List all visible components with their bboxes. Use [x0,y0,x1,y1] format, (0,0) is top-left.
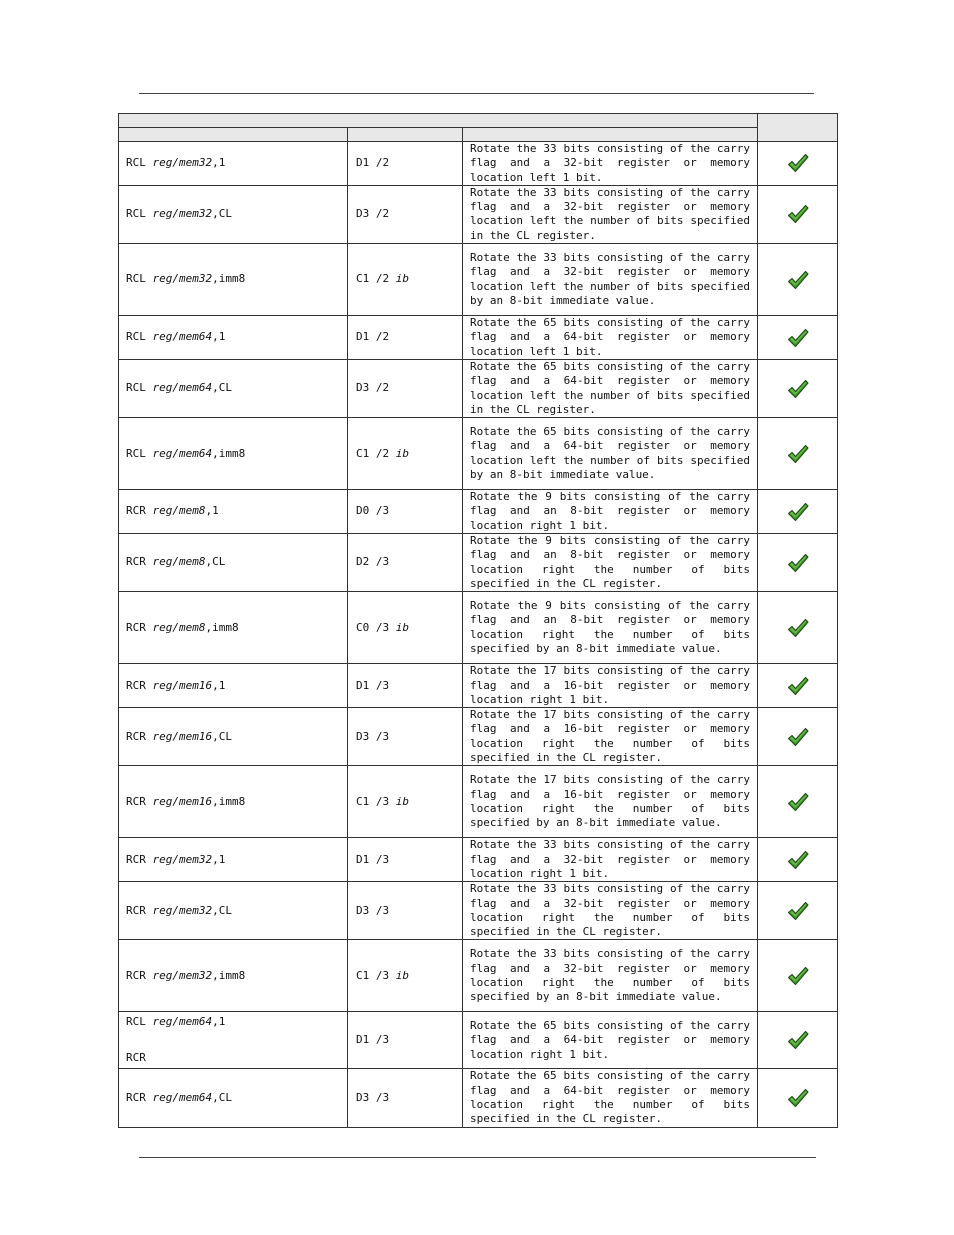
operand-suffix: ,imm8 [205,620,239,634]
mnemonic-cell [119,316,348,360]
supported-cell [758,940,838,1012]
mnemonic-cell [119,766,348,838]
description-cell: Rotate the 33 bits consisting of the carry flag and a 32-bit register or memory location right the number of bits specified in the CL register. [463,882,758,940]
check-icon [787,204,809,224]
supported-cell [758,1069,838,1127]
opcode-cell [348,244,463,316]
check-icon [787,901,809,921]
description-cell: Rotate the 17 bits consisting of the carry flag and a 16-bit register or memory location right the number of bits specified in the CL register. [463,708,758,766]
mnemonic-cell [119,838,348,882]
operand-suffix: ,CL [212,381,232,395]
opcode: D3 /2 [356,381,390,395]
mnemonic: RCR [126,620,146,634]
check-icon [787,379,809,399]
check-icon [787,1088,809,1108]
mnemonic: RCL [126,156,146,170]
check-icon [787,502,809,522]
description-cell: Rotate the 9 bits consisting of the carry flag and an 8-bit register or memory location right 1 bit. [463,490,758,534]
operand: reg/mem32 [152,156,213,170]
opcode: C1 /2 [356,272,390,286]
opcode: D1 /2 [356,330,390,344]
operand: reg/mem32 [152,968,213,982]
opcode: D2 /3 [356,555,390,569]
mnemonic-cell [119,592,348,664]
table-row [119,418,838,490]
opcode-cell [348,664,463,708]
check-icon [787,676,809,696]
supported-cell [758,490,838,534]
operand-suffix: ,1 [212,852,226,866]
mnemonic-cell [119,490,348,534]
operand: reg/mem64 [152,1015,213,1029]
opcode: D3 /2 [356,207,390,221]
supported-cell [758,185,838,243]
operand-suffix: ,imm8 [212,968,246,982]
opcode-ib: ib [395,794,409,808]
mnemonic: RCL [126,272,146,286]
opcode: D0 /3 [356,504,390,518]
check-icon [787,328,809,348]
check-icon [787,792,809,812]
opcode-cell [348,882,463,940]
mnemonic-cell [119,940,348,1012]
operand: reg/mem16 [152,729,213,743]
opcode-ib: ib [395,620,409,634]
supported-cell [758,359,838,417]
opcode: C1 /2 [356,446,390,460]
supported-cell [758,708,838,766]
table-row [119,534,838,592]
mnemonic: RCL [126,330,146,344]
mnemonic-cell [119,418,348,490]
description-cell: Rotate the 65 bits consisting of the carry flag and a 64-bit register or memory location left the number of bits specified in the CL register. [463,359,758,417]
operand: reg/mem64 [152,330,213,344]
mnemonic: RCL [126,381,146,395]
operand-suffix: ,1 [205,504,219,518]
description-cell: Rotate the 65 bits consisting of the carry flag and a 64-bit register or memory location right 1 bit. [463,1012,758,1069]
opcode: D1 /3 [356,1033,390,1047]
opcode-cell [348,359,463,417]
description-cell: Rotate the 9 bits consisting of the carry flag and an 8-bit register or memory location right the number of bits specified in the CL register. [463,534,758,592]
opcode: D1 /3 [356,678,390,692]
mnemonic: RCR [126,555,146,569]
supported-cell [758,838,838,882]
operand-suffix: ,1 [212,330,226,344]
opcode-ib: ib [395,968,409,982]
operand-suffix: ,CL [212,1090,232,1104]
mnemonic-cell [119,1012,348,1069]
supported-cell [758,534,838,592]
description-cell: Rotate the 17 bits consisting of the carry flag and a 16-bit register or memory location right 1 bit. [463,664,758,708]
opcode: C1 /3 [356,968,390,982]
description-cell: Rotate the 33 bits consisting of the carry flag and a 32-bit register or memory location left the number of bits specified by an 8-bit immediate value. [463,244,758,316]
opcode-cell [348,1069,463,1127]
supported-cell [758,244,838,316]
operand-suffix: ,imm8 [212,272,246,286]
opcode-cell [348,592,463,664]
check-icon [787,270,809,290]
opcode: D1 /2 [356,156,390,170]
table-header-support-cell [758,114,838,142]
opcode-cell [348,316,463,360]
mnemonic: RCR [126,1090,146,1104]
description-cell: Rotate the 33 bits consisting of the carry flag and a 32-bit register or memory location left the number of bits specified in the CL register. [463,185,758,243]
mnemonic-cell [119,244,348,316]
mnemonic: RCR [126,903,146,917]
opcode: D3 /3 [356,729,390,743]
opcode-ib: ib [395,446,409,460]
operand-suffix: ,imm8 [212,794,246,808]
opcode-cell [348,534,463,592]
operand-suffix: ,1 [212,678,226,692]
supported-cell [758,592,838,664]
mnemonic: RCR [126,678,146,692]
description-cell: Rotate the 65 bits consisting of the carry flag and a 64-bit register or memory location right the number of bits specified in the CL register. [463,1069,758,1127]
opcode-cell [348,766,463,838]
mnemonic-cell [119,882,348,940]
table-row [119,316,838,360]
operand: reg/mem16 [152,678,213,692]
description-cell: Rotate the 33 bits consisting of the carry flag and a 32-bit register or memory location right the number of bits specified by an 8-bit immediate value. [463,940,758,1012]
supported-cell [758,316,838,360]
opcode-cell [348,418,463,490]
check-icon [787,444,809,464]
table-row [119,882,838,940]
mnemonic: RCR [126,968,146,982]
table-row [119,244,838,316]
check-icon [787,618,809,638]
operand-suffix: ,imm8 [212,446,246,460]
operand-suffix: ,1 [212,1015,226,1029]
description-cell: Rotate the 33 bits consisting of the carry flag and a 32-bit register or memory location right 1 bit. [463,838,758,882]
operand-suffix: ,CL [212,903,232,917]
operand: reg/mem32 [152,852,213,866]
check-icon [787,850,809,870]
instruction-table-body [119,114,838,1128]
check-icon [787,153,809,173]
opcode-cell [348,490,463,534]
table-header-group-cell [119,114,758,128]
table-row [119,359,838,417]
opcode-cell [348,142,463,186]
mnemonic: RCR [126,852,146,866]
operand-suffix: ,CL [212,207,232,221]
operand: reg/mem8 [152,504,206,518]
table-row [119,664,838,708]
supported-cell [758,418,838,490]
table-header-row-2 [119,128,838,142]
operand: reg/mem32 [152,272,213,286]
mnemonic-cell [119,664,348,708]
footer-rule [139,1157,816,1158]
mnemonic-cell [119,142,348,186]
operand: reg/mem64 [152,381,213,395]
mnemonic-cell [119,708,348,766]
opcode: D3 /3 [356,1090,390,1104]
opcode-cell [348,838,463,882]
supported-cell [758,766,838,838]
operand-suffix: ,CL [212,729,232,743]
check-icon [787,966,809,986]
table-header-opcode-cell [348,128,463,142]
table-row [119,708,838,766]
mnemonic: RCR [126,729,146,743]
header-rule [139,93,814,94]
opcode: C0 /3 [356,620,390,634]
table-header-row-1 [119,114,838,128]
table-row [119,1069,838,1127]
table-row [119,490,838,534]
instruction-table [118,113,838,1128]
mnemonic: RCL [126,207,146,221]
opcode-cell [348,185,463,243]
table-header-mnemonic-cell [119,128,348,142]
opcode-cell [348,940,463,1012]
description-cell: Rotate the 65 bits consisting of the carry flag and a 64-bit register or memory location left the number of bits specified by an 8-bit immediate value. [463,418,758,490]
mnemonic-extra: RCR [126,1051,146,1065]
opcode-ib: ib [395,272,409,286]
mnemonic-cell [119,534,348,592]
mnemonic-line [126,1015,347,1051]
supported-cell [758,882,838,940]
supported-cell [758,1012,838,1069]
operand: reg/mem64 [152,446,213,460]
check-icon [787,1030,809,1050]
operand-suffix: ,CL [205,555,226,569]
mnemonic-cell [119,1069,348,1127]
operand-suffix: ,1 [212,156,226,170]
check-icon [787,553,809,573]
table-row [119,185,838,243]
table-row [119,940,838,1012]
description-cell: Rotate the 65 bits consisting of the carry flag and a 64-bit register or memory location left 1 bit. [463,316,758,360]
operand: reg/mem32 [152,207,213,221]
table-row [119,1012,838,1069]
supported-cell [758,142,838,186]
table-row [119,142,838,186]
mnemonic-cell [119,359,348,417]
opcode-cell [348,1012,463,1069]
mnemonic-cell [119,185,348,243]
mnemonic: RCL [126,446,146,460]
description-cell: Rotate the 17 bits consisting of the carry flag and a 16-bit register or memory location right the number of bits specified by an 8-bit immediate value. [463,766,758,838]
mnemonic: RCL [126,1015,146,1029]
operand: reg/mem8 [152,555,206,569]
mnemonic: RCR [126,794,146,808]
table-header-description-cell [463,128,758,142]
operand: reg/mem8 [152,620,206,634]
supported-cell [758,664,838,708]
opcode-cell [348,708,463,766]
opcode: C1 /3 [356,794,390,808]
opcode: D1 /3 [356,852,390,866]
check-icon [787,727,809,747]
operand: reg/mem32 [152,903,213,917]
opcode: D3 /3 [356,903,390,917]
operand: reg/mem16 [152,794,213,808]
table-row [119,838,838,882]
table-row [119,592,838,664]
description-cell: Rotate the 9 bits consisting of the carry flag and an 8-bit register or memory location right the number of bits specified by an 8-bit immediate value. [463,592,758,664]
operand: reg/mem64 [152,1090,213,1104]
description-cell: Rotate the 33 bits consisting of the carry flag and a 32-bit register or memory location left 1 bit. [463,142,758,186]
mnemonic: RCR [126,504,146,518]
table-row [119,766,838,838]
